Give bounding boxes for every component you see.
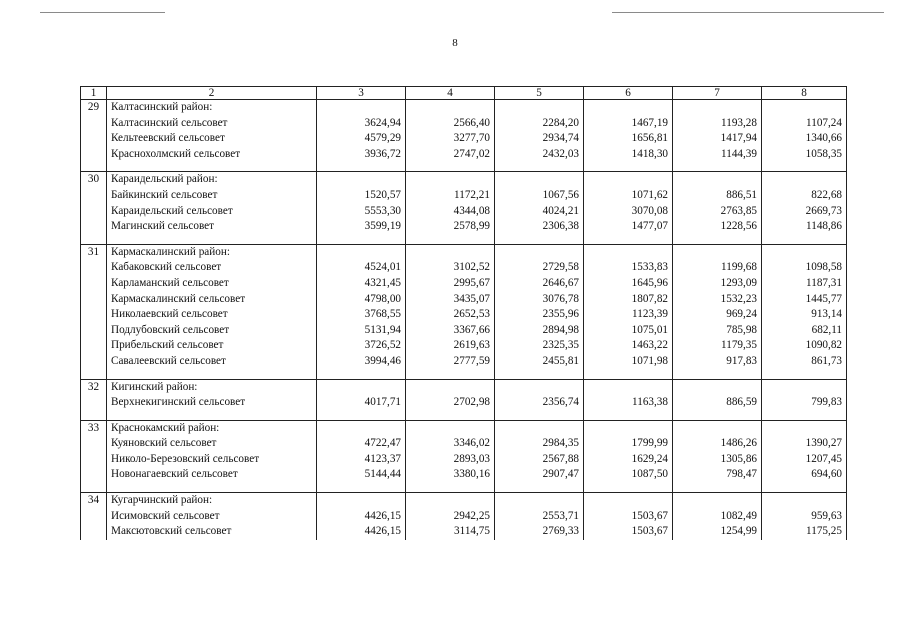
selsovet-name: Савалеевский сельсовет bbox=[107, 354, 317, 370]
selsovet-name: Краснохолмский сельсовет bbox=[107, 147, 317, 163]
district-row bbox=[81, 244, 847, 260]
value-cell: 1532,23 bbox=[673, 292, 762, 308]
empty-cell bbox=[406, 493, 495, 509]
empty-cell bbox=[495, 379, 584, 395]
district-name: Краснокамский район: bbox=[107, 420, 317, 436]
selsovet-name: Куяновский сельсовет bbox=[107, 436, 317, 452]
table-row bbox=[81, 395, 847, 411]
empty-cell bbox=[406, 235, 495, 245]
value-cell: 2646,67 bbox=[495, 276, 584, 292]
selsovet-name: Караидельский сельсовет bbox=[107, 204, 317, 220]
empty-cell bbox=[81, 395, 107, 411]
value-cell: 3726,52 bbox=[317, 338, 406, 354]
empty-cell bbox=[81, 338, 107, 354]
value-cell: 2995,67 bbox=[406, 276, 495, 292]
value-cell: 1199,68 bbox=[673, 260, 762, 276]
value-cell: 2455,81 bbox=[495, 354, 584, 370]
group-divider bbox=[81, 411, 847, 421]
empty-cell bbox=[81, 452, 107, 468]
value-cell: 5144,44 bbox=[317, 467, 406, 483]
value-cell: 3768,55 bbox=[317, 307, 406, 323]
district-row bbox=[81, 493, 847, 509]
value-cell: 1463,22 bbox=[584, 338, 673, 354]
value-cell: 2984,35 bbox=[495, 436, 584, 452]
empty-cell bbox=[495, 172, 584, 188]
empty-cell bbox=[81, 219, 107, 235]
empty-cell bbox=[81, 116, 107, 132]
district-name: Караидельский район: bbox=[107, 172, 317, 188]
empty-cell bbox=[584, 162, 673, 172]
value-cell: 1417,94 bbox=[673, 131, 762, 147]
value-cell: 1067,56 bbox=[495, 188, 584, 204]
selsovet-name: Байкинский сельсовет bbox=[107, 188, 317, 204]
column-header: 4 bbox=[406, 87, 495, 100]
selsovet-name: Калтасинский сельсовет bbox=[107, 116, 317, 132]
value-cell: 2702,98 bbox=[406, 395, 495, 411]
empty-cell bbox=[317, 411, 406, 421]
empty-cell bbox=[406, 172, 495, 188]
table-row bbox=[81, 436, 847, 452]
empty-cell bbox=[762, 100, 847, 116]
value-cell: 4321,45 bbox=[317, 276, 406, 292]
value-cell: 4426,15 bbox=[317, 524, 406, 540]
value-cell: 2566,40 bbox=[406, 116, 495, 132]
empty-cell bbox=[107, 162, 317, 172]
value-cell: 3114,75 bbox=[406, 524, 495, 540]
empty-cell bbox=[81, 204, 107, 220]
empty-cell bbox=[317, 172, 406, 188]
district-name: Кармаскалинский район: bbox=[107, 244, 317, 260]
value-cell: 1087,50 bbox=[584, 467, 673, 483]
value-cell: 4123,37 bbox=[317, 452, 406, 468]
value-cell: 798,47 bbox=[673, 467, 762, 483]
empty-cell bbox=[81, 411, 107, 421]
empty-cell bbox=[81, 188, 107, 204]
empty-cell bbox=[584, 100, 673, 116]
empty-cell bbox=[495, 420, 584, 436]
page-number: 8 bbox=[452, 37, 458, 49]
column-header: 3 bbox=[317, 87, 406, 100]
value-cell: 2356,74 bbox=[495, 395, 584, 411]
district-number: 29 bbox=[81, 100, 107, 116]
value-cell: 1799,99 bbox=[584, 436, 673, 452]
empty-cell bbox=[406, 483, 495, 493]
district-row bbox=[81, 172, 847, 188]
table-row bbox=[81, 204, 847, 220]
district-number: 34 bbox=[81, 493, 107, 509]
value-cell: 886,59 bbox=[673, 395, 762, 411]
empty-cell bbox=[584, 493, 673, 509]
column-header: 1 bbox=[81, 87, 107, 100]
value-cell: 861,73 bbox=[762, 354, 847, 370]
value-cell: 4017,71 bbox=[317, 395, 406, 411]
table-row bbox=[81, 452, 847, 468]
value-cell: 2769,33 bbox=[495, 524, 584, 540]
empty-cell bbox=[81, 131, 107, 147]
value-cell: 1175,25 bbox=[762, 524, 847, 540]
selsovet-name: Кабаковский сельсовет bbox=[107, 260, 317, 276]
empty-cell bbox=[673, 100, 762, 116]
value-cell: 2553,71 bbox=[495, 509, 584, 525]
value-cell: 1656,81 bbox=[584, 131, 673, 147]
value-cell: 2432,03 bbox=[495, 147, 584, 163]
selsovet-name: Николаевский сельсовет bbox=[107, 307, 317, 323]
empty-cell bbox=[406, 370, 495, 380]
empty-cell bbox=[673, 493, 762, 509]
empty-cell bbox=[317, 100, 406, 116]
empty-cell bbox=[81, 524, 107, 540]
value-cell: 2306,38 bbox=[495, 219, 584, 235]
value-cell: 1445,77 bbox=[762, 292, 847, 308]
empty-cell bbox=[317, 162, 406, 172]
value-cell: 2777,59 bbox=[406, 354, 495, 370]
empty-cell bbox=[406, 244, 495, 260]
value-cell: 1090,82 bbox=[762, 338, 847, 354]
value-cell: 3277,70 bbox=[406, 131, 495, 147]
column-header: 5 bbox=[495, 87, 584, 100]
empty-cell bbox=[107, 411, 317, 421]
district-name: Кигинский район: bbox=[107, 379, 317, 395]
value-cell: 3599,19 bbox=[317, 219, 406, 235]
value-cell: 3936,72 bbox=[317, 147, 406, 163]
empty-cell bbox=[317, 483, 406, 493]
value-cell: 913,14 bbox=[762, 307, 847, 323]
value-cell: 2652,53 bbox=[406, 307, 495, 323]
data-table bbox=[80, 86, 847, 540]
value-cell: 2893,03 bbox=[406, 452, 495, 468]
value-cell: 1486,26 bbox=[673, 436, 762, 452]
value-cell: 1071,62 bbox=[584, 188, 673, 204]
empty-cell bbox=[495, 100, 584, 116]
value-cell: 1187,31 bbox=[762, 276, 847, 292]
empty-cell bbox=[584, 235, 673, 245]
table-row bbox=[81, 524, 847, 540]
table-row bbox=[81, 219, 847, 235]
empty-cell bbox=[317, 370, 406, 380]
value-cell: 1123,39 bbox=[584, 307, 673, 323]
value-cell: 2763,85 bbox=[673, 204, 762, 220]
value-cell: 2578,99 bbox=[406, 219, 495, 235]
value-cell: 3380,16 bbox=[406, 467, 495, 483]
district-row bbox=[81, 100, 847, 116]
empty-cell bbox=[107, 235, 317, 245]
selsovet-name: Исимовский сельсовет bbox=[107, 509, 317, 525]
value-cell: 4798,00 bbox=[317, 292, 406, 308]
table-row bbox=[81, 354, 847, 370]
table-row bbox=[81, 292, 847, 308]
table-row bbox=[81, 116, 847, 132]
empty-cell bbox=[762, 379, 847, 395]
empty-cell bbox=[584, 483, 673, 493]
value-cell: 1179,35 bbox=[673, 338, 762, 354]
value-cell: 2729,58 bbox=[495, 260, 584, 276]
value-cell: 2669,73 bbox=[762, 204, 847, 220]
empty-cell bbox=[584, 244, 673, 260]
empty-cell bbox=[81, 436, 107, 452]
empty-cell bbox=[495, 370, 584, 380]
value-cell: 3367,66 bbox=[406, 323, 495, 339]
value-cell: 682,11 bbox=[762, 323, 847, 339]
empty-cell bbox=[317, 235, 406, 245]
value-cell: 2567,88 bbox=[495, 452, 584, 468]
empty-cell bbox=[495, 244, 584, 260]
selsovet-name: Карламанский сельсовет bbox=[107, 276, 317, 292]
value-cell: 3994,46 bbox=[317, 354, 406, 370]
empty-cell bbox=[584, 172, 673, 188]
empty-cell bbox=[406, 411, 495, 421]
empty-cell bbox=[81, 147, 107, 163]
value-cell: 1193,28 bbox=[673, 116, 762, 132]
value-cell: 1645,96 bbox=[584, 276, 673, 292]
group-divider bbox=[81, 162, 847, 172]
table-row bbox=[81, 307, 847, 323]
empty-cell bbox=[81, 292, 107, 308]
value-cell: 1148,86 bbox=[762, 219, 847, 235]
district-number: 33 bbox=[81, 420, 107, 436]
value-cell: 785,98 bbox=[673, 323, 762, 339]
empty-cell bbox=[81, 483, 107, 493]
value-cell: 5553,30 bbox=[317, 204, 406, 220]
value-cell: 1293,09 bbox=[673, 276, 762, 292]
table-row bbox=[81, 467, 847, 483]
value-cell: 2619,63 bbox=[406, 338, 495, 354]
empty-cell bbox=[81, 307, 107, 323]
selsovet-name: Николо-Березовский сельсовет bbox=[107, 452, 317, 468]
column-header: 2 bbox=[107, 87, 317, 100]
value-cell: 2284,20 bbox=[495, 116, 584, 132]
value-cell: 917,83 bbox=[673, 354, 762, 370]
empty-cell bbox=[584, 370, 673, 380]
scan-edge-line-left bbox=[40, 12, 165, 13]
value-cell: 2907,47 bbox=[495, 467, 584, 483]
district-number: 31 bbox=[81, 244, 107, 260]
empty-cell bbox=[495, 493, 584, 509]
value-cell: 4426,15 bbox=[317, 509, 406, 525]
table-row bbox=[81, 188, 847, 204]
empty-cell bbox=[762, 493, 847, 509]
empty-cell bbox=[584, 379, 673, 395]
value-cell: 3346,02 bbox=[406, 436, 495, 452]
value-cell: 1071,98 bbox=[584, 354, 673, 370]
value-cell: 3435,07 bbox=[406, 292, 495, 308]
table-row bbox=[81, 509, 847, 525]
value-cell: 4524,01 bbox=[317, 260, 406, 276]
value-cell: 1082,49 bbox=[673, 509, 762, 525]
table-row bbox=[81, 147, 847, 163]
empty-cell bbox=[406, 162, 495, 172]
empty-cell bbox=[406, 420, 495, 436]
value-cell: 1503,67 bbox=[584, 509, 673, 525]
value-cell: 4024,21 bbox=[495, 204, 584, 220]
value-cell: 1107,24 bbox=[762, 116, 847, 132]
empty-cell bbox=[495, 162, 584, 172]
value-cell: 2325,35 bbox=[495, 338, 584, 354]
empty-cell bbox=[81, 354, 107, 370]
column-header: 7 bbox=[673, 87, 762, 100]
value-cell: 2747,02 bbox=[406, 147, 495, 163]
value-cell: 694,60 bbox=[762, 467, 847, 483]
empty-cell bbox=[673, 162, 762, 172]
value-cell: 1172,21 bbox=[406, 188, 495, 204]
empty-cell bbox=[107, 370, 317, 380]
empty-cell bbox=[762, 370, 847, 380]
table-row bbox=[81, 276, 847, 292]
empty-cell bbox=[317, 493, 406, 509]
value-cell: 822,68 bbox=[762, 188, 847, 204]
selsovet-name: Верхнекигинский сельсовет bbox=[107, 395, 317, 411]
value-cell: 1533,83 bbox=[584, 260, 673, 276]
column-header: 8 bbox=[762, 87, 847, 100]
empty-cell bbox=[673, 379, 762, 395]
value-cell: 3070,08 bbox=[584, 204, 673, 220]
empty-cell bbox=[495, 483, 584, 493]
empty-cell bbox=[81, 509, 107, 525]
column-header: 6 bbox=[584, 87, 673, 100]
group-divider bbox=[81, 483, 847, 493]
empty-cell bbox=[584, 411, 673, 421]
empty-cell bbox=[673, 420, 762, 436]
value-cell: 5131,94 bbox=[317, 323, 406, 339]
district-row bbox=[81, 420, 847, 436]
district-number: 32 bbox=[81, 379, 107, 395]
value-cell: 2934,74 bbox=[495, 131, 584, 147]
empty-cell bbox=[762, 483, 847, 493]
empty-cell bbox=[673, 172, 762, 188]
group-divider bbox=[81, 235, 847, 245]
empty-cell bbox=[317, 244, 406, 260]
empty-cell bbox=[673, 483, 762, 493]
table-row bbox=[81, 260, 847, 276]
empty-cell bbox=[81, 260, 107, 276]
empty-cell bbox=[495, 235, 584, 245]
value-cell: 1075,01 bbox=[584, 323, 673, 339]
empty-cell bbox=[762, 162, 847, 172]
district-row bbox=[81, 379, 847, 395]
value-cell: 4579,29 bbox=[317, 131, 406, 147]
empty-cell bbox=[317, 420, 406, 436]
table-row bbox=[81, 338, 847, 354]
value-cell: 1207,45 bbox=[762, 452, 847, 468]
empty-cell bbox=[406, 379, 495, 395]
value-cell: 969,24 bbox=[673, 307, 762, 323]
value-cell: 1228,56 bbox=[673, 219, 762, 235]
group-divider bbox=[81, 370, 847, 380]
district-name: Калтасинский район: bbox=[107, 100, 317, 116]
empty-cell bbox=[673, 411, 762, 421]
empty-cell bbox=[762, 235, 847, 245]
selsovet-name: Кармаскалинский сельсовет bbox=[107, 292, 317, 308]
district-number: 30 bbox=[81, 172, 107, 188]
value-cell: 1144,39 bbox=[673, 147, 762, 163]
empty-cell bbox=[81, 162, 107, 172]
value-cell: 3102,52 bbox=[406, 260, 495, 276]
value-cell: 1418,30 bbox=[584, 147, 673, 163]
selsovet-name: Магинский сельсовет bbox=[107, 219, 317, 235]
value-cell: 886,51 bbox=[673, 188, 762, 204]
empty-cell bbox=[762, 244, 847, 260]
value-cell: 1254,99 bbox=[673, 524, 762, 540]
value-cell: 4722,47 bbox=[317, 436, 406, 452]
value-cell: 1520,57 bbox=[317, 188, 406, 204]
empty-cell bbox=[584, 420, 673, 436]
selsovet-name: Максютовский сельсовет bbox=[107, 524, 317, 540]
value-cell: 1503,67 bbox=[584, 524, 673, 540]
district-name: Кугарчинский район: bbox=[107, 493, 317, 509]
empty-cell bbox=[495, 411, 584, 421]
selsovet-name: Новонагаевский сельсовет bbox=[107, 467, 317, 483]
value-cell: 1477,07 bbox=[584, 219, 673, 235]
value-cell: 1163,38 bbox=[584, 395, 673, 411]
table-row bbox=[81, 323, 847, 339]
value-cell: 2942,25 bbox=[406, 509, 495, 525]
value-cell: 3076,78 bbox=[495, 292, 584, 308]
empty-cell bbox=[81, 235, 107, 245]
selsovet-name: Подлубовский сельсовет bbox=[107, 323, 317, 339]
selsovet-name: Кельтеевский сельсовет bbox=[107, 131, 317, 147]
value-cell: 959,63 bbox=[762, 509, 847, 525]
value-cell: 1467,19 bbox=[584, 116, 673, 132]
empty-cell bbox=[762, 172, 847, 188]
value-cell: 1098,58 bbox=[762, 260, 847, 276]
header-row bbox=[81, 87, 847, 100]
scan-edge-line-right bbox=[612, 12, 884, 13]
empty-cell bbox=[673, 370, 762, 380]
value-cell: 3624,94 bbox=[317, 116, 406, 132]
selsovet-name: Прибельский сельсовет bbox=[107, 338, 317, 354]
empty-cell bbox=[673, 235, 762, 245]
empty-cell bbox=[107, 483, 317, 493]
value-cell: 1058,35 bbox=[762, 147, 847, 163]
value-cell: 1340,66 bbox=[762, 131, 847, 147]
value-cell: 1629,24 bbox=[584, 452, 673, 468]
empty-cell bbox=[317, 379, 406, 395]
empty-cell bbox=[81, 467, 107, 483]
empty-cell bbox=[81, 276, 107, 292]
value-cell: 1807,82 bbox=[584, 292, 673, 308]
empty-cell bbox=[673, 244, 762, 260]
empty-cell bbox=[762, 420, 847, 436]
empty-cell bbox=[81, 370, 107, 380]
value-cell: 1390,27 bbox=[762, 436, 847, 452]
value-cell: 1305,86 bbox=[673, 452, 762, 468]
empty-cell bbox=[762, 411, 847, 421]
value-cell: 4344,08 bbox=[406, 204, 495, 220]
table-row bbox=[81, 131, 847, 147]
empty-cell bbox=[406, 100, 495, 116]
empty-cell bbox=[81, 323, 107, 339]
value-cell: 2355,96 bbox=[495, 307, 584, 323]
value-cell: 799,83 bbox=[762, 395, 847, 411]
value-cell: 2894,98 bbox=[495, 323, 584, 339]
